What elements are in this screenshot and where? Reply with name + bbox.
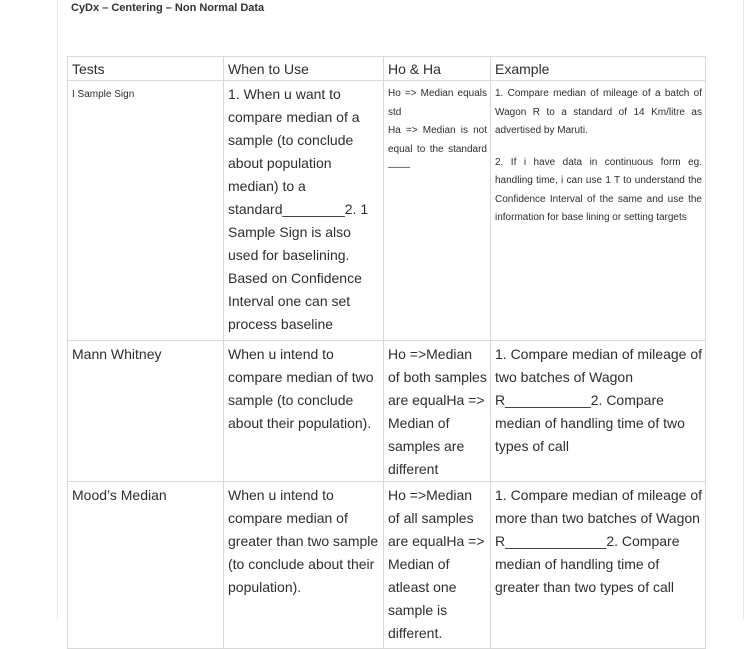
- cell-test-name: I Sample Sign: [68, 81, 224, 341]
- cell-test-name: Mann Whitney: [68, 341, 224, 482]
- content-frame-left-border: [57, 0, 58, 619]
- table-row: [68, 341, 706, 482]
- table-row: [68, 81, 706, 341]
- cell-test-name: Mood’s Median: [68, 482, 224, 649]
- header-ho-ha: Ho & Ha: [384, 57, 491, 81]
- cell-ho-ha: Ho =>Median of all samples are equalHa => Median of atleast one sample is different.: [384, 482, 491, 649]
- cell-example: [491, 81, 706, 341]
- table-header-row: [68, 57, 706, 81]
- table-row: [68, 482, 706, 649]
- example-2: 2. If i have data in continuous form eg. handling time, i can use 1 T to understand the Confidence Interval of the same and use the information for base lining or setting targets: [495, 156, 702, 223]
- cell-when-to-use: When u intend to compare median of greater than two sample (to conclude about their population).: [224, 482, 384, 649]
- header-tests: Tests: [68, 57, 224, 81]
- header-example: Example: [491, 57, 706, 81]
- example-1: 1. Compare median of mileage of a batch of Wagon R to a standard of 14 Km/litre as advertised by Maruti.: [495, 88, 702, 136]
- tests-table: [67, 56, 706, 649]
- example-spacer: [495, 141, 702, 154]
- cell-ho-ha: Ho =>Median of both samples are equalHa => Median of samples are different: [384, 341, 491, 482]
- cell-when-to-use: When u intend to compare median of two sample (to conclude about their population).: [224, 341, 384, 482]
- cell-example: 1. Compare median of mileage of more than two batches of Wagon R_____________2. Compare median of handling time of greater than two types of call: [491, 482, 706, 649]
- header-when-to-use: When to Use: [224, 57, 384, 81]
- ho-statement: Ho => Median equals std: [388, 88, 487, 118]
- cell-ho-ha: [384, 81, 491, 341]
- content-frame-right-border: [743, 0, 744, 619]
- page-heading: CyDx – Centering – Non Normal Data: [71, 2, 265, 14]
- ha-statement: Ha => Median is not equal to the standard ––––: [388, 125, 487, 173]
- cell-example: 1. Compare median of mileage of two batches of Wagon R___________2. Compare median of handling time of two types of call: [491, 341, 706, 482]
- cell-when-to-use: 1. When u want to compare median of a sample (to conclude about population median) to a standard________2. 1 Sample Sign is also used for baselining. Based on Confidence Interval one can set process baseline: [224, 81, 384, 341]
